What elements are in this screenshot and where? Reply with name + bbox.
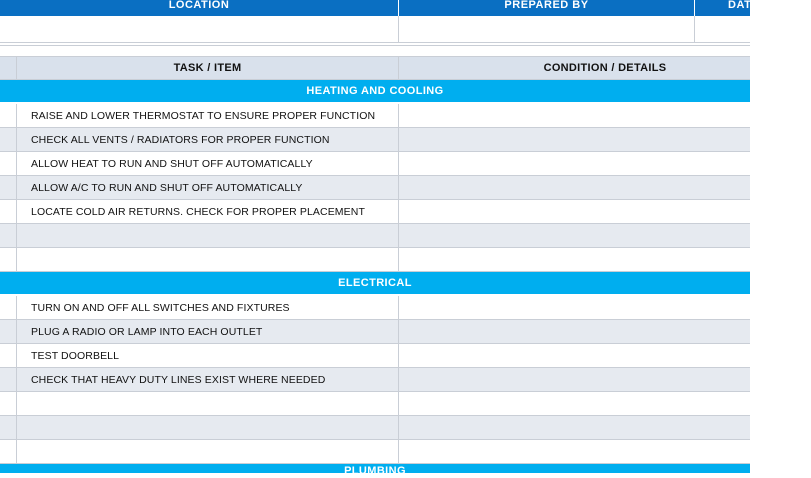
prepared-by-header: PREPARED BY (504, 0, 589, 11)
cell-divider (16, 368, 17, 392)
section-header-plumbing: PLUMBING (0, 464, 750, 473)
condition-cell[interactable] (399, 176, 750, 200)
table-row (0, 368, 750, 392)
task-item-cell[interactable]: RAISE AND LOWER THERMOSTAT TO ENSURE PROPER FUNCTION (31, 110, 376, 122)
table-row (0, 104, 750, 128)
condition-cell[interactable] (399, 104, 750, 128)
task-item-cell[interactable]: TEST DOORBELL (31, 350, 120, 362)
sheet-header-bar (0, 0, 760, 16)
section-header-heating-cooling: HEATING AND COOLING (0, 80, 750, 102)
cell-divider (16, 200, 17, 224)
cell-divider (16, 320, 17, 344)
table-row (0, 416, 750, 440)
cell-divider (16, 416, 17, 440)
table-row (0, 200, 750, 224)
task-item-cell[interactable]: CHECK THAT HEAVY DUTY LINES EXIST WHERE NEEDED (31, 374, 326, 386)
cell-divider (16, 248, 17, 272)
condition-cell[interactable] (399, 152, 750, 176)
table-row (0, 248, 750, 272)
cell-divider (16, 440, 17, 464)
location-input-cell[interactable] (0, 16, 398, 43)
table-row (0, 128, 750, 152)
cell-divider (16, 224, 17, 248)
condition-details-column-header: CONDITION / DETAILS (543, 62, 667, 74)
section-header-electrical: ELECTRICAL (0, 272, 750, 294)
task-item-column-header: TASK / ITEM (173, 62, 242, 74)
condition-cell[interactable] (399, 248, 750, 272)
info-row (0, 16, 750, 43)
table-row (0, 440, 750, 464)
table-row (0, 224, 750, 248)
prepared-by-input-cell[interactable] (399, 16, 694, 43)
task-item-cell[interactable]: PLUG A RADIO OR LAMP INTO EACH OUTLET (31, 326, 263, 338)
condition-cell[interactable] (399, 344, 750, 368)
date-input-cell[interactable] (695, 16, 750, 43)
header-divider (694, 0, 695, 16)
cell-divider (16, 104, 17, 128)
divider-line (0, 45, 750, 46)
condition-cell[interactable] (399, 224, 750, 248)
task-item-cell[interactable]: CHECK ALL VENTS / RADIATORS FOR PROPER FUNCTION (31, 134, 330, 146)
location-header: LOCATION (168, 0, 230, 11)
condition-cell[interactable] (399, 320, 750, 344)
cell-divider (16, 344, 17, 368)
table-row (0, 152, 750, 176)
table-row (0, 176, 750, 200)
cell-divider (16, 392, 17, 416)
cell-divider (16, 152, 17, 176)
cell-divider (16, 296, 17, 320)
condition-cell[interactable] (399, 200, 750, 224)
task-item-cell[interactable]: ALLOW A/C TO RUN AND SHUT OFF AUTOMATICALLY (31, 182, 303, 194)
condition-cell[interactable] (399, 368, 750, 392)
table-row (0, 344, 750, 368)
cell-divider (16, 176, 17, 200)
task-item-cell[interactable]: TURN ON AND OFF ALL SWITCHES AND FIXTURES (31, 302, 290, 314)
condition-cell[interactable] (399, 296, 750, 320)
task-item-cell[interactable]: LOCATE COLD AIR RETURNS. CHECK FOR PROPER PLACEMENT (31, 206, 365, 218)
table-row (0, 296, 750, 320)
date-header: DATE (728, 0, 760, 11)
condition-cell[interactable] (399, 440, 750, 464)
task-item-cell[interactable]: ALLOW HEAT TO RUN AND SHUT OFF AUTOMATICALLY (31, 158, 313, 170)
condition-cell[interactable] (399, 416, 750, 440)
column-header-row (0, 56, 750, 80)
table-row (0, 320, 750, 344)
cell-divider (16, 128, 17, 152)
table-row (0, 392, 750, 416)
condition-cell[interactable] (399, 392, 750, 416)
condition-cell[interactable] (399, 128, 750, 152)
